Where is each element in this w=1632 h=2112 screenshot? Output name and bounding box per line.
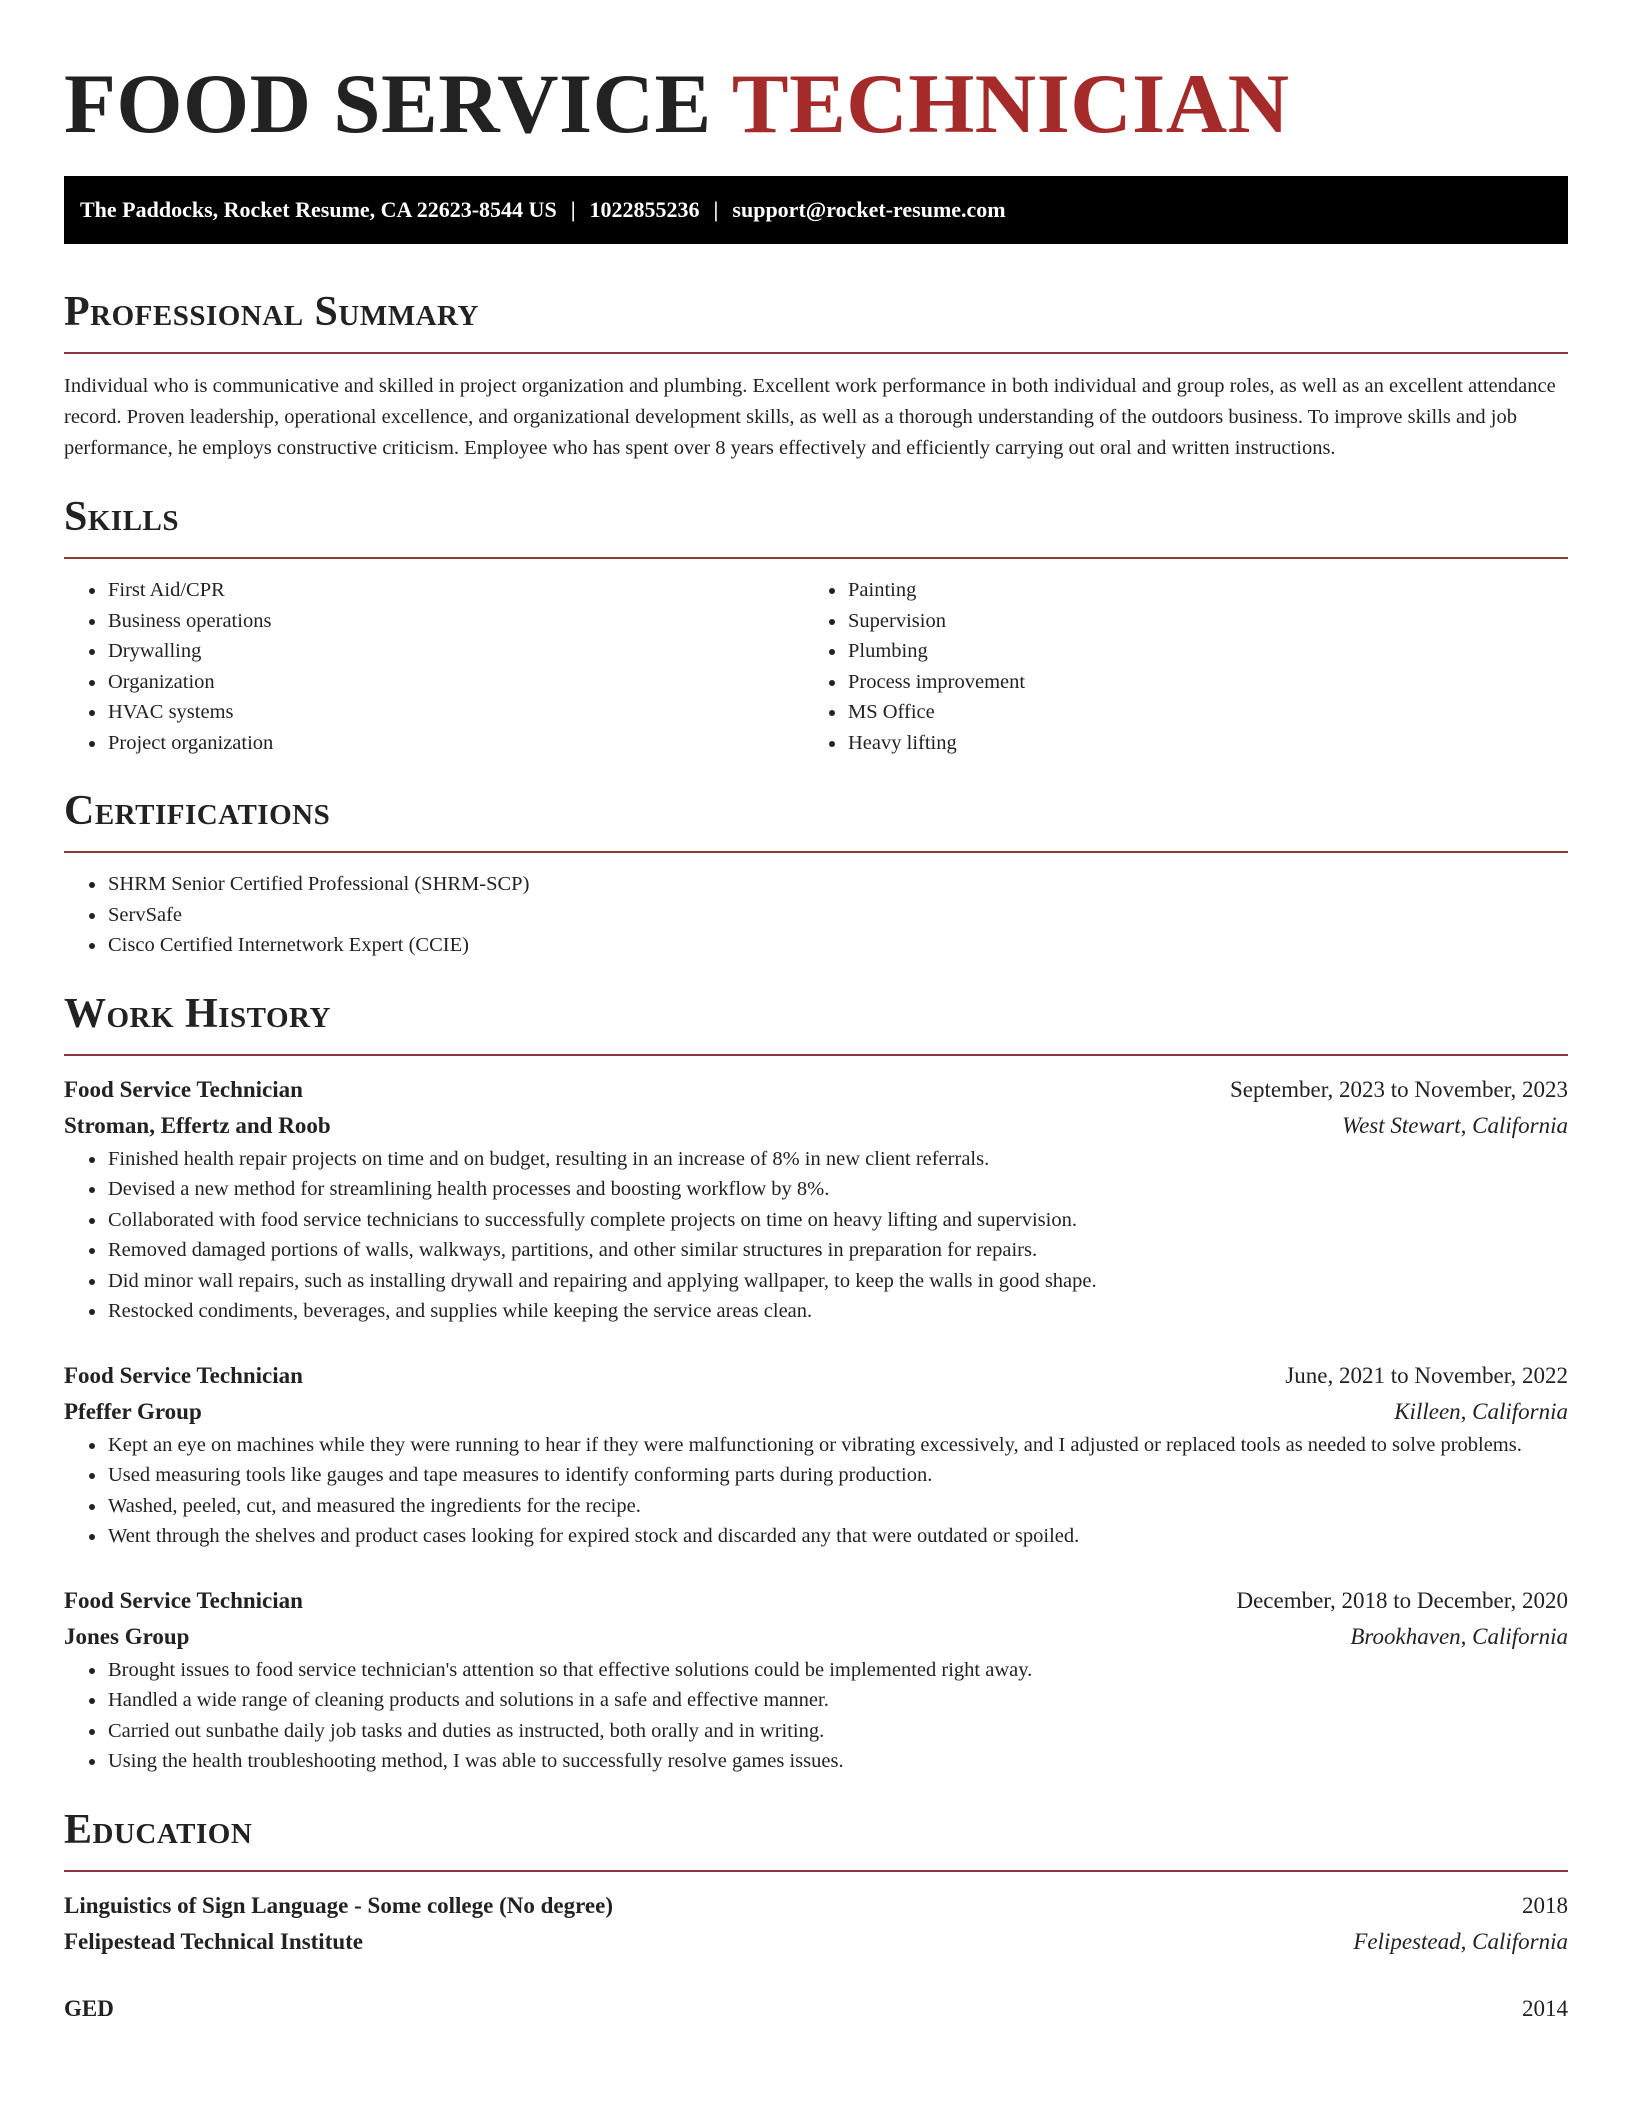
skill-item: • Organization <box>107 667 804 698</box>
contact-email: support@rocket-resume.com <box>732 197 1006 222</box>
education-school: Felipestead Technical Institute <box>64 1928 364 1954</box>
name-first: FOOD SERVICE <box>64 57 712 151</box>
job-title: Food Service Technician <box>64 1362 303 1388</box>
job-header-row <box>64 1358 1568 1394</box>
contact-phone: 1022855236 <box>589 197 700 222</box>
job-company: Jones Group <box>64 1623 190 1649</box>
section-title-work: Work History <box>64 990 331 1037</box>
resume-name <box>64 0 1568 176</box>
job-entry <box>64 1358 1568 1552</box>
certification-item: • Cisco Certified Internetwork Expert (CCIE) <box>107 930 1568 961</box>
section-divider <box>64 851 1568 853</box>
job-dates: December, 2018 to December, 2020 <box>1236 1587 1568 1613</box>
job-bullet: • Did minor wall repairs, such as installing drywall and repairing and applying wallpaper, to keep the walls in good shape. <box>107 1266 1568 1297</box>
education-entry <box>64 1991 1568 2027</box>
skill-item: • MS Office <box>847 697 1544 728</box>
job-bullet: • Devised a new method for streamlining health processes and boosting workflow by 8%. <box>107 1174 1568 1205</box>
skill-item: • Process improvement <box>847 667 1544 698</box>
job-entry <box>64 1583 1568 1777</box>
summary-section <box>64 288 1568 464</box>
job-company-row <box>64 1394 1568 1430</box>
education-entry <box>64 1888 1568 1960</box>
job-location: Killeen, California <box>1394 1398 1568 1424</box>
job-bullet: • Removed damaged portions of walls, walkways, partitions, and other similar structures in preparation for repairs. <box>107 1235 1568 1266</box>
certifications-list <box>64 869 1568 961</box>
job-bullet: • Kept an eye on machines while they were running to hear if they were malfunctioning or vibrating excessively, and I adjusted or replaced tools as needed to solve problems. <box>107 1430 1568 1461</box>
certification-item: • SHRM Senior Certified Professional (SHRM-SCP) <box>107 869 1568 900</box>
job-bullet: • Used measuring tools like gauges and tape measures to identify conforming parts during production. <box>107 1460 1568 1491</box>
skills-list-left <box>64 575 804 758</box>
skill-item: • Business operations <box>107 606 804 637</box>
contact-separator: | <box>570 197 576 222</box>
job-bullet: • Carried out sunbathe daily job tasks and duties as instructed, both orally and in writing. <box>107 1716 1568 1747</box>
job-bullet: • Handled a wide range of cleaning products and solutions in a safe and effective manner. <box>107 1685 1568 1716</box>
section-title-skills: Skills <box>64 494 180 540</box>
skill-item: • Project organization <box>107 728 804 759</box>
job-bullet: • Restocked condiments, beverages, and supplies while keeping the service areas clean. <box>107 1296 1568 1327</box>
education-year: 2014 <box>1522 1995 1568 2021</box>
job-title: Food Service Technician <box>64 1587 303 1613</box>
job-company: Stroman, Effertz and Roob <box>64 1112 331 1138</box>
section-title-summary: Professional Summary <box>64 289 479 335</box>
job-bullet: • Went through the shelves and product cases looking for expired stock and discarded any that were outdated or spoiled. <box>107 1521 1568 1552</box>
section-divider <box>64 1054 1568 1056</box>
skills-grid <box>64 575 1568 758</box>
education-location: Felipestead, California <box>1353 1928 1568 1954</box>
section-divider <box>64 557 1568 559</box>
job-dates: June, 2021 to November, 2022 <box>1285 1362 1568 1388</box>
skill-item: • Supervision <box>847 606 1544 637</box>
job-company: Pfeffer Group <box>64 1398 202 1424</box>
name-last: TECHNICIAN <box>731 57 1290 151</box>
job-dates: September, 2023 to November, 2023 <box>1230 1076 1568 1102</box>
job-bullet: • Washed, peeled, cut, and measured the ingredients for the recipe. <box>107 1491 1568 1522</box>
skills-column-left <box>64 575 804 758</box>
section-divider <box>64 352 1568 354</box>
education-degree: GED <box>64 1995 114 2021</box>
skill-item: • HVAC systems <box>107 697 804 728</box>
education-school-row <box>64 1924 1568 1960</box>
contact-separator: | <box>713 197 719 222</box>
job-title: Food Service Technician <box>64 1076 303 1102</box>
job-bullet: • Using the health troubleshooting method, I was able to successfully resolve games issues. <box>107 1746 1568 1777</box>
job-bullets <box>64 1144 1568 1327</box>
skill-item: • First Aid/CPR <box>107 575 804 606</box>
job-company-row <box>64 1619 1568 1655</box>
skill-item: • Painting <box>847 575 1544 606</box>
skill-item: • Plumbing <box>847 636 1544 667</box>
job-company-row <box>64 1108 1568 1144</box>
contact-bar <box>64 176 1568 244</box>
education-header-row <box>64 1888 1568 1924</box>
job-location: West Stewart, California <box>1342 1112 1568 1138</box>
skill-item: • Drywalling <box>107 636 804 667</box>
section-title-certifications: Certifications <box>64 788 331 834</box>
job-bullet: • Collaborated with food service technicians to successfully complete projects on time on heavy lifting and supervision. <box>107 1205 1568 1236</box>
job-location: Brookhaven, California <box>1350 1623 1568 1649</box>
job-bullet: • Finished health repair projects on time and on budget, resulting in an increase of 8% in new client referrals. <box>107 1144 1568 1175</box>
skills-list-right <box>804 575 1544 758</box>
job-header-row <box>64 1583 1568 1619</box>
education-section <box>64 1806 1568 2027</box>
skills-section <box>64 493 1568 758</box>
section-divider <box>64 1870 1568 1872</box>
contact-address: The Paddocks, Rocket Resume, CA 22623-8544 US <box>80 197 557 222</box>
section-title-education: Education <box>64 1806 253 1853</box>
certifications-section <box>64 787 1568 961</box>
skill-item: • Heavy lifting <box>847 728 1544 759</box>
education-degree: Linguistics of Sign Language - Some college (No degree) <box>64 1892 613 1918</box>
job-bullet: • Brought issues to food service technician's attention so that effective solutions could be implemented right away. <box>107 1655 1568 1686</box>
job-bullets <box>64 1430 1568 1552</box>
certification-item: • ServSafe <box>107 900 1568 931</box>
job-header-row <box>64 1072 1568 1108</box>
summary-text: Individual who is communicative and skilled in project organization and plumbing. Excellent work performance in both individual and group roles, as well as an excellent attendance record. Proven leadership, operational excellence, and organizational development skills, as well as a thorough understanding of the outdoors business. To improve skills and job performance, he employs constructive criticism. Employee who has spent over 8 years effectively and efficiently carrying out oral and written instructions. <box>64 375 1556 459</box>
job-entry <box>64 1072 1568 1327</box>
education-year: 2018 <box>1522 1892 1568 1918</box>
skills-column-right <box>804 575 1544 758</box>
work-section <box>64 990 1568 1777</box>
job-bullets <box>64 1655 1568 1777</box>
education-header-row <box>64 1991 1568 2027</box>
